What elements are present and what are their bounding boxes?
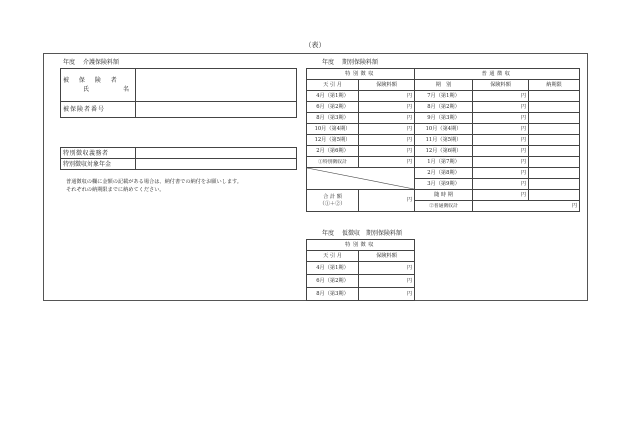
provisional-col-month: 天 引 月 [307,251,359,262]
special-col-month: 天 引 月 [307,80,359,91]
special-month-2: 6月（第2期） [307,102,359,113]
normal-col-period: 期 別 [415,80,473,91]
provisional-section-title [322,228,402,237]
grand-total-label [307,190,359,212]
normal-deadline-7 [529,157,580,168]
normal-deadline-5 [529,135,580,146]
normal-period-2: 8月（第2期） [415,102,473,113]
normal-total-amount: 円 [473,201,580,212]
normal-amount-8: 円 [473,168,529,179]
period-title-year: 年度 [322,59,335,66]
grand-total-label-1: 合 計 額 [323,193,342,200]
special-month-5: 12月（第5期） [307,135,359,146]
special-month-1: 4月（第1期） [307,91,359,102]
insured-label-line2: 氏 名 [82,86,133,93]
normal-deadline-1 [529,91,580,102]
period-section-title [322,57,378,66]
normal-deadline-10 [529,190,580,201]
normal-period-5: 11月（第5期） [415,135,473,146]
normal-period-9: 3月（第9期） [415,179,473,190]
normal-deadline-6 [529,146,580,157]
normal-deadline-8 [529,168,580,179]
normal-period-1: 7月（第1期） [415,91,473,102]
provisional-month-1: 4月（第1期） [307,262,359,275]
special-month-6: 2月（第6期） [307,146,359,157]
obligor-label: 特別徴収義務者 [61,148,136,159]
payment-note-line2: それぞれの納期限までに納めてください。 [66,187,165,193]
pension-info-table [60,147,297,170]
normal-period-10: 随 時 期 [415,190,473,201]
special-empty-diagonal [307,168,415,190]
special-amount-5: 円 [359,135,415,146]
insured-label-line1: 被 保 険 者 [63,77,121,84]
provisional-header: 特別徴収 [307,240,415,251]
premium-section-title [63,57,119,66]
page-title: （表） [304,41,326,49]
normal-header: 普通徴収 [415,69,580,80]
period-title-text: 期別保険料額 [342,59,379,66]
insured-name-label [61,69,136,102]
normal-amount-9: 円 [473,179,529,190]
special-month-4: 10月（第4期） [307,124,359,135]
provisional-title-text: 仮徴収 期別保険料額 [342,230,403,237]
normal-amount-7: 円 [473,157,529,168]
provisional-amount-1: 円 [359,262,415,275]
provisional-premium-table [306,239,415,301]
normal-col-deadline: 納期限 [529,80,580,91]
special-amount-2: 円 [359,102,415,113]
special-total-label: ①特別徴収計 [307,157,359,168]
normal-amount-2: 円 [473,102,529,113]
provisional-col-amount: 保険料額 [359,251,415,262]
normal-deadline-4 [529,124,580,135]
normal-amount-10: 円 [473,190,529,201]
provisional-title-year: 年度 [322,230,335,237]
normal-deadline-9 [529,179,580,190]
normal-period-4: 10月（第4期） [415,124,473,135]
normal-deadline-2 [529,102,580,113]
insured-number-label: 被保険者番号 [61,102,136,118]
normal-total-label: ②普通徴収計 [415,201,473,212]
special-amount-3: 円 [359,113,415,124]
normal-period-6: 12月（第6期） [415,146,473,157]
normal-deadline-3 [529,113,580,124]
special-amount-1: 円 [359,91,415,102]
insured-info-table [60,68,297,118]
normal-col-amount: 保険料額 [473,80,529,91]
special-month-3: 8月（第3期） [307,113,359,124]
normal-amount-6: 円 [473,146,529,157]
diagonal-line [307,168,414,189]
insured-number-field[interactable] [136,102,297,118]
normal-amount-4: 円 [473,124,529,135]
normal-period-8: 2月（第8期） [415,168,473,179]
grand-total-label-2: （①＋②） [319,200,346,207]
special-amount-6: 円 [359,146,415,157]
special-amount-4: 円 [359,124,415,135]
provisional-month-2: 6月（第2期） [307,275,359,288]
special-total-amount: 円 [359,157,415,168]
payment-note [66,178,242,194]
period-premium-table [306,68,580,212]
normal-period-3: 9月（第3期） [415,113,473,124]
normal-amount-5: 円 [473,135,529,146]
payment-note-line1: 普通徴収の欄に金額の記載がある場合は、納付書での納付をお願いします。 [66,179,242,185]
pension-label: 特別徴収対象年金 [61,159,136,170]
obligor-field[interactable] [136,148,297,159]
normal-amount-3: 円 [473,113,529,124]
premium-title-year: 年度 [63,59,76,66]
provisional-amount-2: 円 [359,275,415,288]
provisional-month-3: 8月（第3期） [307,288,359,301]
insured-name-field[interactable] [136,69,297,102]
premium-title-text: 介護保険料額 [83,59,120,66]
special-col-amount: 保険料額 [359,80,415,91]
normal-period-7: 1月（第7期） [415,157,473,168]
provisional-amount-3: 円 [359,288,415,301]
normal-amount-1: 円 [473,91,529,102]
pension-field[interactable] [136,159,297,170]
grand-total-amount: 円 [359,190,415,212]
special-header: 特別徴収 [307,69,415,80]
